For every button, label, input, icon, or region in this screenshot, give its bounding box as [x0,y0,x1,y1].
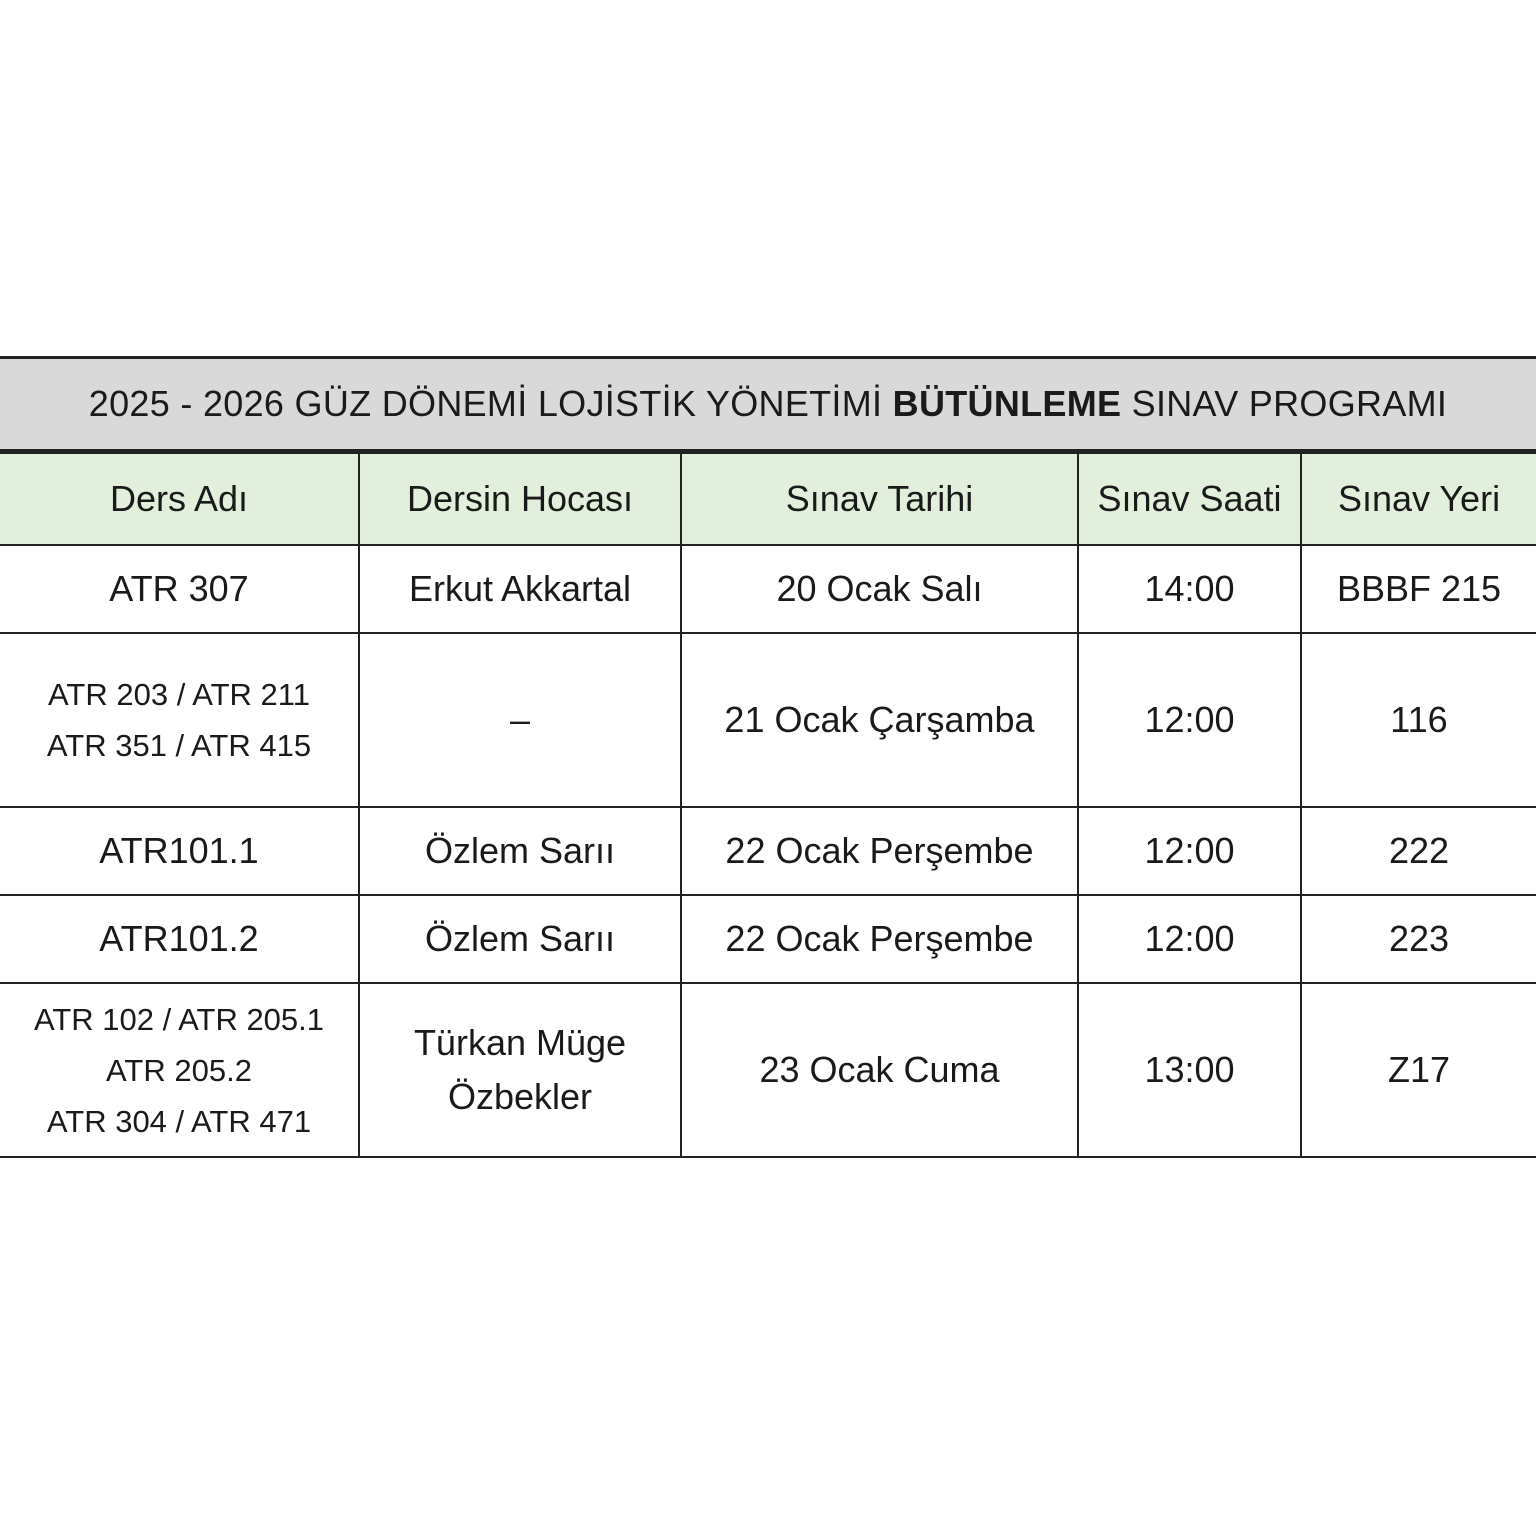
table-row [0,545,1536,633]
instructor-cell [359,895,681,983]
header-date: Sınav Tarihi [681,453,1078,545]
time-cell: 13:00 [1078,983,1301,1157]
schedule-title [0,356,1536,452]
time-cell: 14:00 [1078,545,1301,633]
place-cell: 223 [1301,895,1536,983]
date-cell: 23 Ocak Cuma [681,983,1078,1157]
instructor-line: Türkan Müge [413,1022,627,1063]
instructor-cell [359,633,681,807]
date-cell: 21 Ocak Çarşamba [681,633,1078,807]
date-cell: 22 Ocak Perşembe [681,807,1078,895]
course-line: ATR101.2 [99,918,259,959]
course-cell [0,633,359,807]
header-time: Sınav Saati [1078,453,1301,545]
header-course: Ders Adı [0,453,359,545]
instructor-cell [359,545,681,633]
instructor-line: – [509,699,531,740]
date-cell: 22 Ocak Perşembe [681,895,1078,983]
instructor-line: Erkut Akkartal [408,568,632,609]
course-cell [0,545,359,633]
course-line: ATR101.1 [99,830,259,871]
place-cell: BBBF 215 [1301,545,1536,633]
course-cell [0,895,359,983]
time-cell: 12:00 [1078,895,1301,983]
course-line: ATR 205.2 [106,1052,252,1088]
table-row [0,983,1536,1157]
course-line: ATR 304 / ATR 471 [46,1103,312,1139]
instructor-line: Özbekler [447,1076,593,1117]
schedule-table [0,452,1536,1158]
exam-schedule-sheet [0,356,1536,1158]
course-cell [0,807,359,895]
table-row [0,807,1536,895]
instructor-line: Özlem Sarıı [424,830,616,871]
header-place: Sınav Yeri [1301,453,1536,545]
title-bold: BÜTÜNLEME [892,383,1122,424]
course-line: ATR 351 / ATR 415 [46,728,312,763]
table-row [0,895,1536,983]
place-cell: Z17 [1301,983,1536,1157]
header-row [0,453,1536,545]
place-cell: 222 [1301,807,1536,895]
time-cell: 12:00 [1078,807,1301,895]
table-row [0,633,1536,807]
course-cell [0,983,359,1157]
instructor-cell [359,983,681,1157]
instructor-cell [359,807,681,895]
title-suffix: SINAV PROGRAMI [1131,383,1448,424]
place-cell: 116 [1301,633,1536,807]
course-line: ATR 203 / ATR 211 [48,677,310,712]
instructor-line: Özlem Sarıı [424,918,616,959]
course-line: ATR 307 [109,568,249,609]
date-cell: 20 Ocak Salı [681,545,1078,633]
course-line: ATR 102 / ATR 205.1 [33,1001,325,1037]
title-prefix: 2025 - 2026 GÜZ DÖNEMİ LOJİSTİK YÖNETİMİ [88,383,883,424]
header-instructor: Dersin Hocası [359,453,681,545]
time-cell: 12:00 [1078,633,1301,807]
